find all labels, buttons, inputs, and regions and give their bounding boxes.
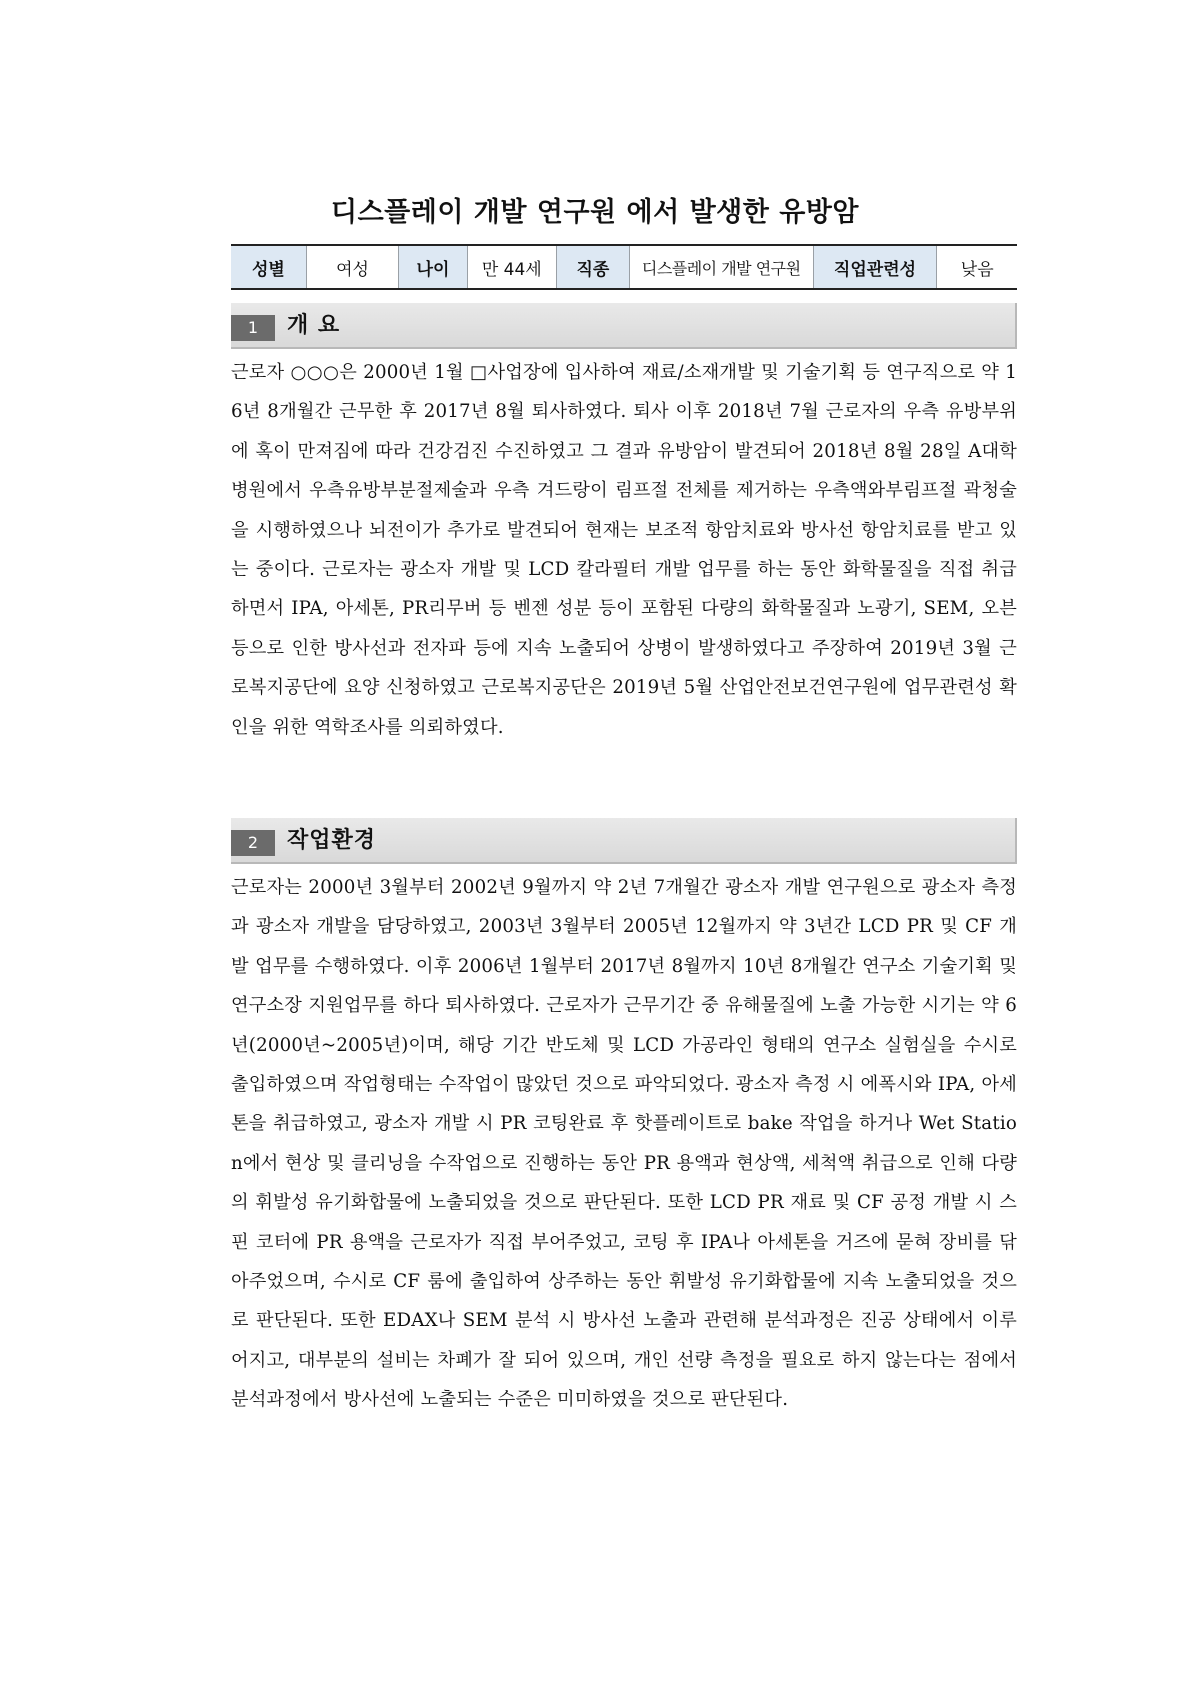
case-info-table (231, 244, 1017, 290)
section-heading-overview (231, 303, 1017, 349)
case-info-row (231, 245, 1017, 289)
section-title: 작업환경 (287, 828, 377, 853)
relevance-value: 낮음 (937, 245, 1017, 289)
job-value: 디스플레이 개발 연구원 (629, 245, 813, 289)
relevance-label: 직업관련성 (813, 245, 937, 289)
job-label: 직종 (556, 245, 629, 289)
section-title: 개 요 (287, 313, 341, 338)
gender-value: 여성 (306, 245, 398, 289)
section-number: 1 (231, 315, 275, 341)
age-label: 나이 (399, 245, 468, 289)
age-value: 만 44세 (467, 245, 556, 289)
page-title: 디스플레이 개발 연구원 에서 발생한 유방암 (331, 197, 859, 228)
section-body-work-environment: 근로자는 2000년 3월부터 2002년 9월까지 약 2년 7개월간 광소자 개발 연구원으로 광소자 측정과 광소자 개발을 담당하였고, 2003년 3월부터 2005년 12월까지 약 3년간 LCD PR 및 CF 개발 업무를 수행하였다. 이후 2006년 1월부터 2017년 8월까지 10년 8개월간 연구소 기술기획 및 연구소장 지원업무를 하다 퇴사하였다. 근로자가 근무기간 중 유해물질에 노출 가능한 시기는 약 6년(2000년~2005년)이며, 해당 기간 반도체 및 LCD 가공라인 형태의 연구소 실험실을 수시로 출입하였으며 작업형태는 수작업이 많았던 것으로 파악되었다. 광소자 측정 시 에폭시와 IPA, 아세톤을 취급하였고, 광소자 개발 시 PR 코팅완료 후 핫플레이트로 bake 작업을 하거나 Wet Station에서 현상 및 클리닝을 수작업으로 진행하는 동안 PR 용액과 현상액, 세척액 취급으로 인해 다량의 휘발성 유기화합물에 노출되었을 것으로 판단된다. 또한 LCD PR 재료 및 CF 공정 개발 시 스핀 코터에 PR 용액을 근로자가 직접 부어주었고, 코팅 후 IPA나 아세톤을 거즈에 묻혀 장비를 닦아주었으며, 수시로 CF 룸에 출입하여 상주하는 동안 휘발성 유기화합물에 지속 노출되었을 것으로 판단된다. 또한 EDAX나 SEM 분석 시 방사선 노출과 관련해 분석과정은 진공 상태에서 이루어지고, 대부분의 설비는 차폐가 잘 되어 있으며, 개인 선량 측정을 필요로 하지 않는다는 점에서 분석과정에서 방사선에 노출되는 수준은 미미하였을 것으로 판단된다. (231, 877, 1017, 1411)
section-body-overview: 근로자 ○○○은 2000년 1월 □사업장에 입사하여 재료/소재개발 및 기술기획 등 연구직으로 약 16년 8개월간 근무한 후 2017년 8월 퇴사하였다. 퇴사 이후 2018년 7월 근로자의 우측 유방부위에 혹이 만져짐에 따라 건강검진 수진하였고 그 결과 유방암이 발견되어 2018년 8월 28일 A대학병원에서 우측유방부분절제술과 우측 겨드랑이 림프절 전체를 제거하는 우측액와부림프절 곽청술을 시행하였으나 뇌전이가 추가로 발견되어 현재는 보조적 항암치료와 방사선 항암치료를 받고 있는 중이다. 근로자는 광소자 개발 및 LCD 칼라필터 개발 업무를 하는 동안 화학물질을 직접 취급하면서 IPA, 아세톤, PR리무버 등 벤젠 성분 등이 포함된 다량의 화학물질과 노광기, SEM, 오븐 등으로 인한 방사선과 전자파 등에 지속 노출되어 상병이 발생하였다고 주장하여 2019년 3월 근로복지공단에 요양 신청하였고 근로복지공단은 2019년 5월 산업안전보건연구원에 업무관련성 확인을 위한 역학조사를 의뢰하였다. (231, 362, 1017, 738)
section-number: 2 (231, 830, 275, 856)
gender-label: 성별 (231, 245, 306, 289)
section-heading-work-environment (231, 818, 1017, 864)
